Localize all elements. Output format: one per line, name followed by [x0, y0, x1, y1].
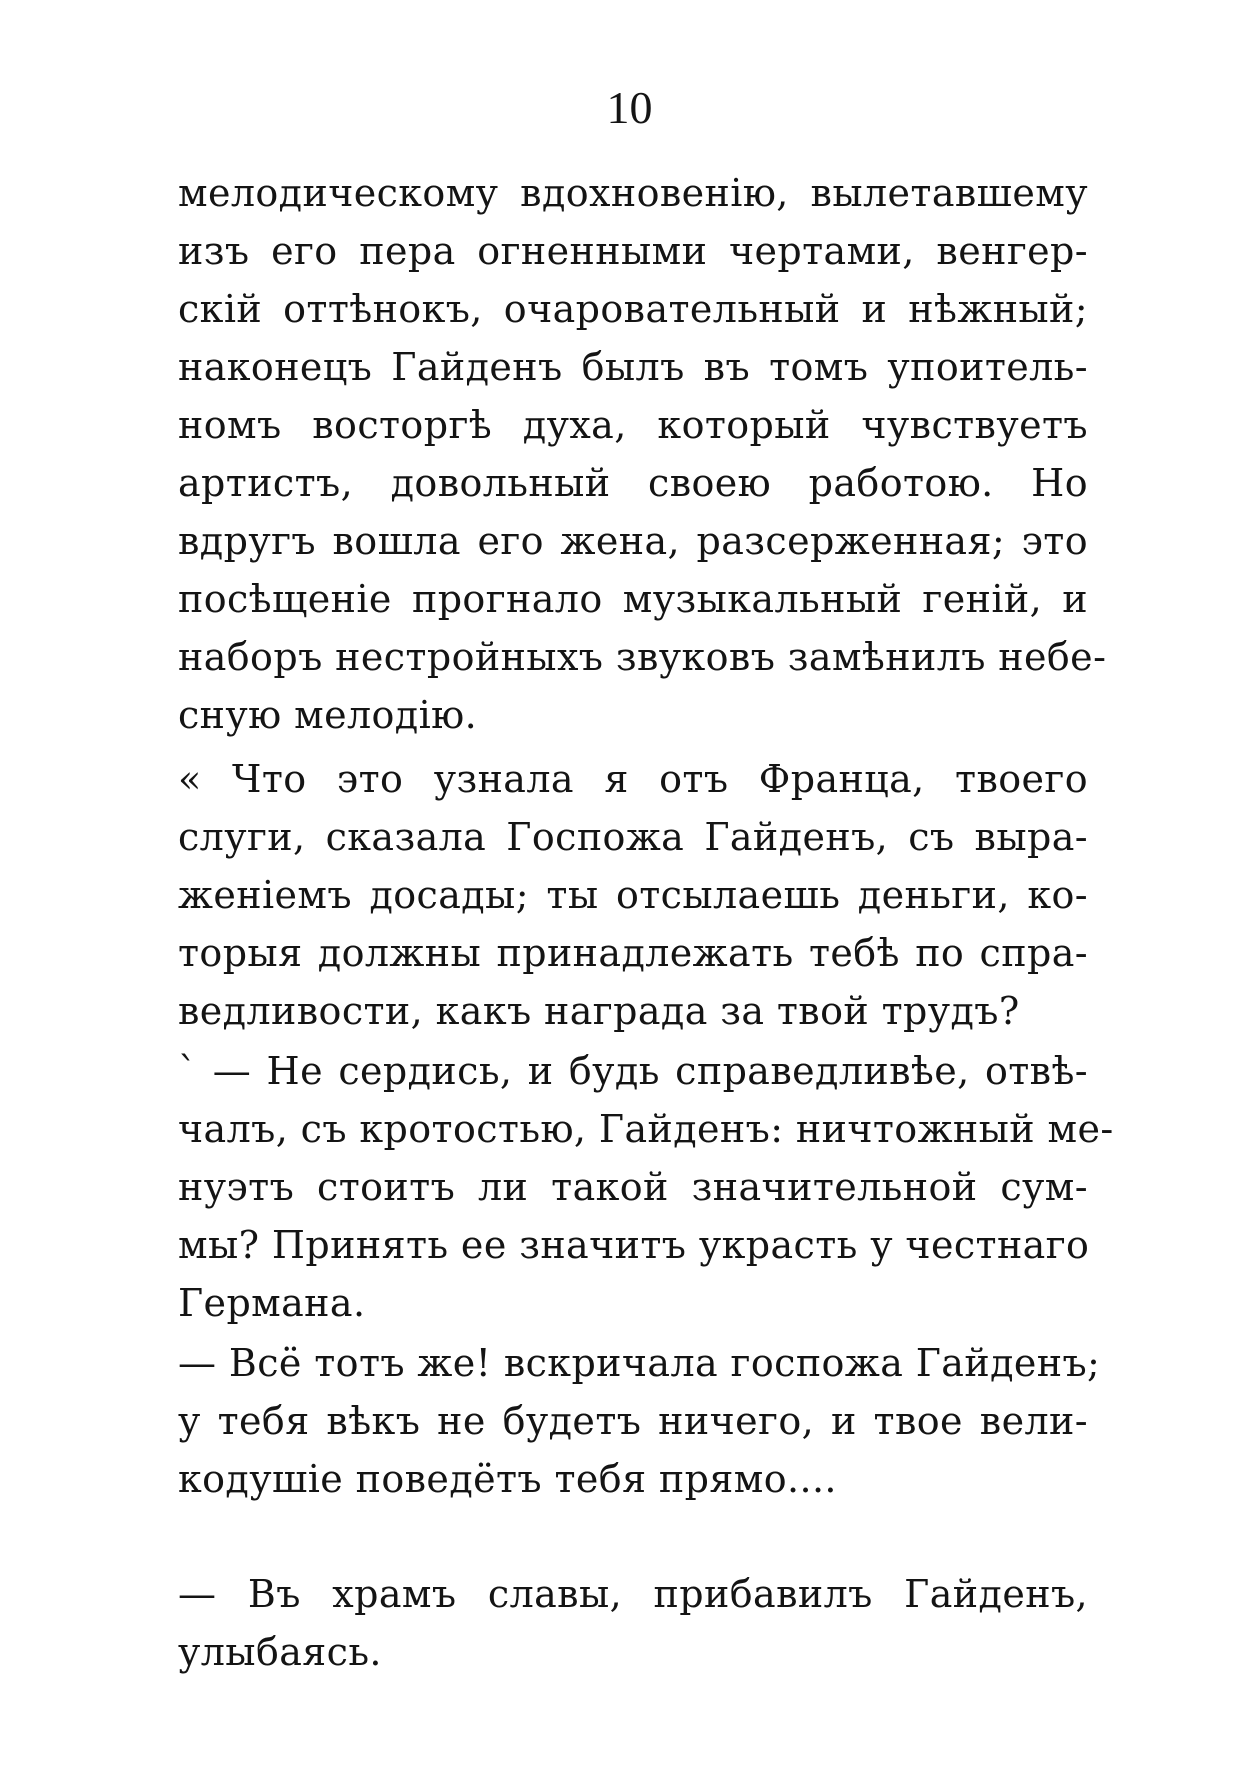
text-line: мелодическому вдохновенію, вылетавшему [178, 171, 1088, 215]
paragraph-wife-question [178, 750, 1088, 1040]
paragraph-narration [178, 164, 1107, 744]
text-line: Германа. [178, 1281, 366, 1325]
text-line: — Всё тотъ же! вскричала госпожа Гайденъ; [178, 1341, 1101, 1385]
text-line: — Въ храмъ славы, прибавилъ Гайденъ, [178, 1572, 1088, 1616]
text-line: ` — Не сердись, и будь справедливѣе, отвѣ- [178, 1049, 1088, 1093]
text-line: женіемъ досады; ты отсылаешь деньги, ко- [178, 873, 1088, 917]
text-line: наконецъ Гайденъ былъ въ томъ упоитель- [178, 345, 1088, 389]
page-number: 10 [606, 82, 653, 133]
text-line: торыя должны принадлежать тебѣ по спра- [178, 931, 1088, 975]
text-line: улыбаясь. [178, 1630, 382, 1674]
paragraph-haydn-reply [178, 1042, 1114, 1332]
text-line: мы? Принять ее значитъ украсть у честнаго [178, 1223, 1090, 1267]
text-line: изъ его пера огненными чертами, венгер- [178, 229, 1088, 273]
text-line: чалъ, съ кротостью, Гайденъ: ничтожный ме- [178, 1107, 1114, 1151]
text-line: наборъ нестройныхъ звуковъ замѣнилъ небе- [178, 635, 1107, 679]
text-line: вдругъ вошла его жена, разсерженная; это [178, 519, 1088, 563]
text-line: кодушіе поведётъ тебя прямо.... [178, 1457, 837, 1501]
paragraph-wife-exclaim [178, 1334, 1101, 1508]
text-line: « Что это узнала я отъ Франца, твоего [178, 757, 1088, 801]
text-line: артистъ, довольный своею работою. Но [178, 461, 1088, 505]
text-line: ведливости, какъ награда за твой трудъ? [178, 989, 1020, 1033]
text-line: нуэтъ стоитъ ли такой значительной сум- [178, 1165, 1088, 1209]
text-line: слуги, сказала Госпожа Гайденъ, съ выра- [178, 815, 1088, 859]
text-line: номъ восторгѣ духа, который чувствуетъ [178, 403, 1088, 447]
text-line: у тебя вѣкъ не будетъ ничего, и твое вели- [178, 1399, 1088, 1443]
paragraph-haydn-final [178, 1565, 1088, 1681]
text-line: скій оттѣнокъ, очаровательный и нѣжный; [178, 287, 1088, 331]
text-line: посѣщеніе прогнало музыкальный геній, и [178, 577, 1088, 621]
text-line: сную мелодію. [178, 693, 478, 737]
